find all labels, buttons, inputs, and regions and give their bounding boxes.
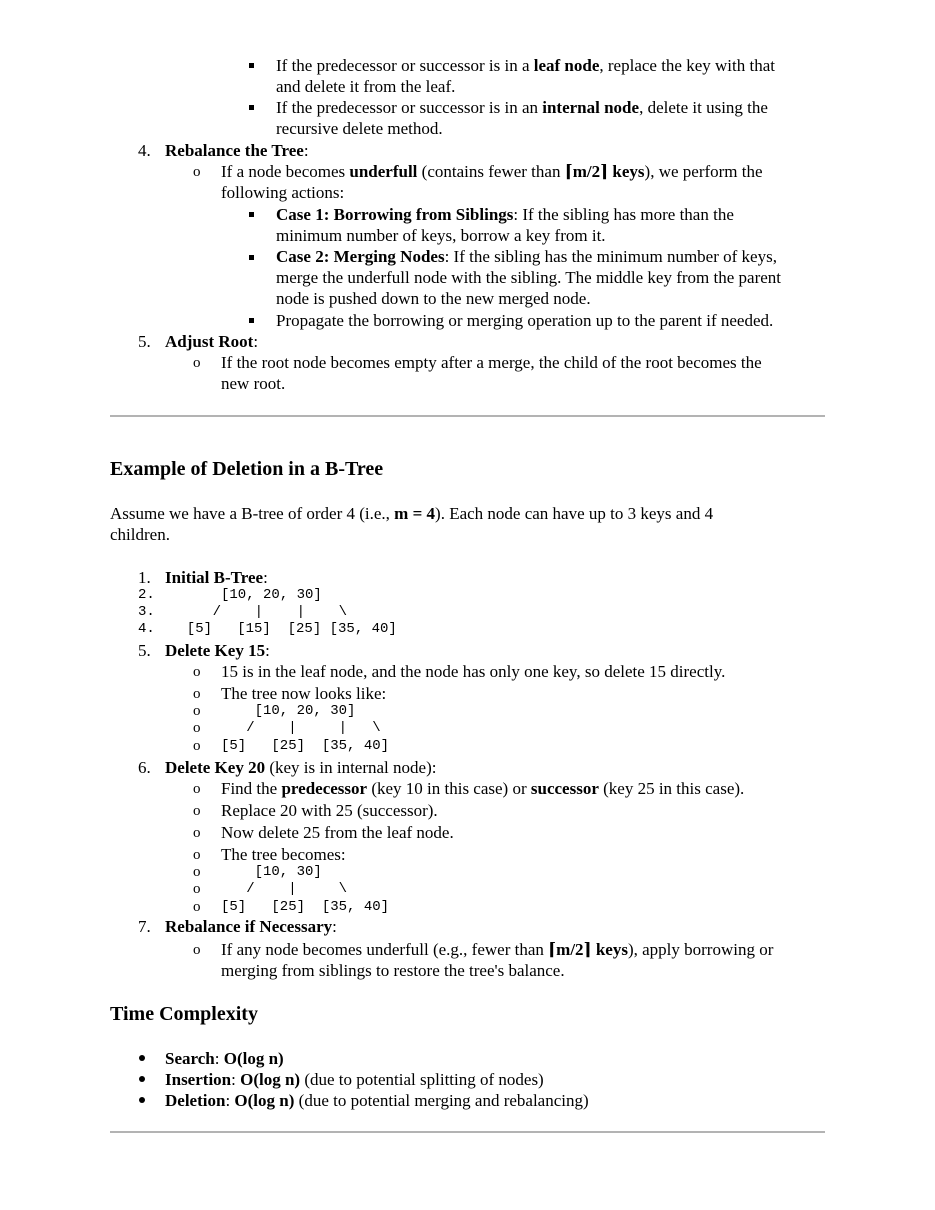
complexity-item: Insertion: O(log n) (due to potential splitting of nodes) (165, 1070, 544, 1089)
disc-bullet-icon (139, 1055, 145, 1061)
circle-bullet-icon: o (193, 881, 201, 897)
circle-bullet-icon: o (193, 864, 201, 880)
divider (110, 1131, 825, 1133)
step5-title: Adjust Root: (165, 332, 259, 351)
circle-bullet-icon: o (193, 686, 201, 702)
divider (110, 415, 825, 417)
disc-bullet-icon (139, 1097, 145, 1103)
code2-line: / | | \ (221, 720, 381, 736)
complexity-item: Deletion: O(log n) (due to potential merging and rebalancing) (165, 1091, 589, 1110)
square-bullet-icon (249, 212, 254, 217)
circle-bullet-icon: o (193, 899, 201, 915)
disc-bullet-icon (139, 1076, 145, 1082)
item7-bullet: If any node becomes underfull (e.g., fewer than ⌈m/2⌉ keys), apply borrowing or merging from siblings to restore the tree's balance. (221, 940, 774, 980)
step5-number: 5. (138, 332, 151, 351)
circle-bullet-icon: o (193, 355, 201, 371)
circle-bullet-icon: o (193, 720, 201, 736)
item1-title: Initial B-Tree: (165, 568, 268, 587)
complexity-heading: Time Complexity (110, 1003, 258, 1025)
code1-line-number: 3. (138, 604, 155, 620)
example-intro: Assume we have a B-tree of order 4 (i.e., m = 4). Each node can have up to 3 keys and 4 children. (110, 504, 714, 544)
circle-bullet-icon: o (193, 847, 201, 863)
example-heading: Example of Deletion in a B-Tree (110, 458, 384, 480)
code1-line-number: 4. (138, 621, 155, 637)
circle-bullet-icon: o (193, 781, 201, 797)
code1-line: [10, 20, 30] (179, 587, 322, 603)
propagate-item: Propagate the borrowing or merging operation up to the parent if needed. (276, 311, 774, 330)
circle-bullet-icon: o (193, 738, 201, 754)
circle-bullet-icon: o (193, 803, 201, 819)
circle-bullet-icon: o (193, 664, 201, 680)
case2-item: Case 2: Merging Nodes: If the sibling has the minimum number of keys, merge the underfull node with the sibling. The middle key from the parent node is pushed down to the new merged node. (276, 247, 781, 308)
square-bullet-icon (249, 105, 254, 110)
code1-line-number: 2. (138, 587, 155, 603)
code2-line: [5] [25] [35, 40] (221, 738, 390, 754)
item5-number: 5. (138, 641, 151, 660)
step4-title: Rebalance the Tree: (165, 141, 309, 160)
item1-number: 1. (138, 568, 151, 587)
pred-internal-item: If the predecessor or successor is in an internal node, delete it using the recursive delete method. (276, 98, 768, 138)
item6-bullet: Now delete 25 from the leaf node. (221, 823, 454, 842)
code3-line: [5] [25] [35, 40] (221, 899, 390, 915)
square-bullet-icon (249, 255, 254, 260)
square-bullet-icon (249, 318, 254, 323)
circle-bullet-icon: o (193, 942, 201, 958)
square-bullet-icon (249, 63, 254, 68)
underfull-item: If a node becomes underfull (contains fewer than ⌈m/2⌉ keys), we perform the following actions: (221, 162, 763, 202)
code2-line: [10, 20, 30] (221, 703, 356, 719)
code3-line: / | \ (221, 881, 348, 897)
circle-bullet-icon: o (193, 825, 201, 841)
item5-title: Delete Key 15: (165, 641, 270, 660)
item5-bullet: 15 is in the leaf node, and the node has only one key, so delete 15 directly. (221, 662, 726, 681)
code1-line: / | | \ (179, 604, 348, 620)
pred-leaf-item: If the predecessor or successor is in a leaf node, replace the key with that and delete it from the leaf. (276, 56, 775, 96)
item6-title: Delete Key 20 (key is in internal node): (165, 758, 437, 777)
item6-bullet: Replace 20 with 25 (successor). (221, 801, 438, 820)
adjust-root-item: If the root node becomes empty after a merge, the child of the root becomes the new root. (221, 353, 762, 393)
item7-number: 7. (138, 917, 151, 936)
circle-bullet-icon: o (193, 703, 201, 719)
item6-number: 6. (138, 758, 151, 777)
case1-item: Case 1: Borrowing from Siblings: If the sibling has more than the minimum number of keys, borrow a key from it. (276, 205, 734, 245)
circle-bullet-icon: o (193, 164, 201, 180)
item7-title: Rebalance if Necessary: (165, 917, 337, 936)
item6-bullet: Find the predecessor (key 10 in this case) or successor (key 25 in this case). (221, 779, 745, 798)
complexity-item: Search: O(log n) (165, 1049, 284, 1068)
item5-bullet: The tree now looks like: (221, 684, 387, 703)
step4-number: 4. (138, 141, 151, 160)
code1-line: [5] [15] [25] [35, 40] (170, 621, 397, 637)
code3-line: [10, 30] (221, 864, 322, 880)
item6-bullet: The tree becomes: (221, 845, 346, 864)
